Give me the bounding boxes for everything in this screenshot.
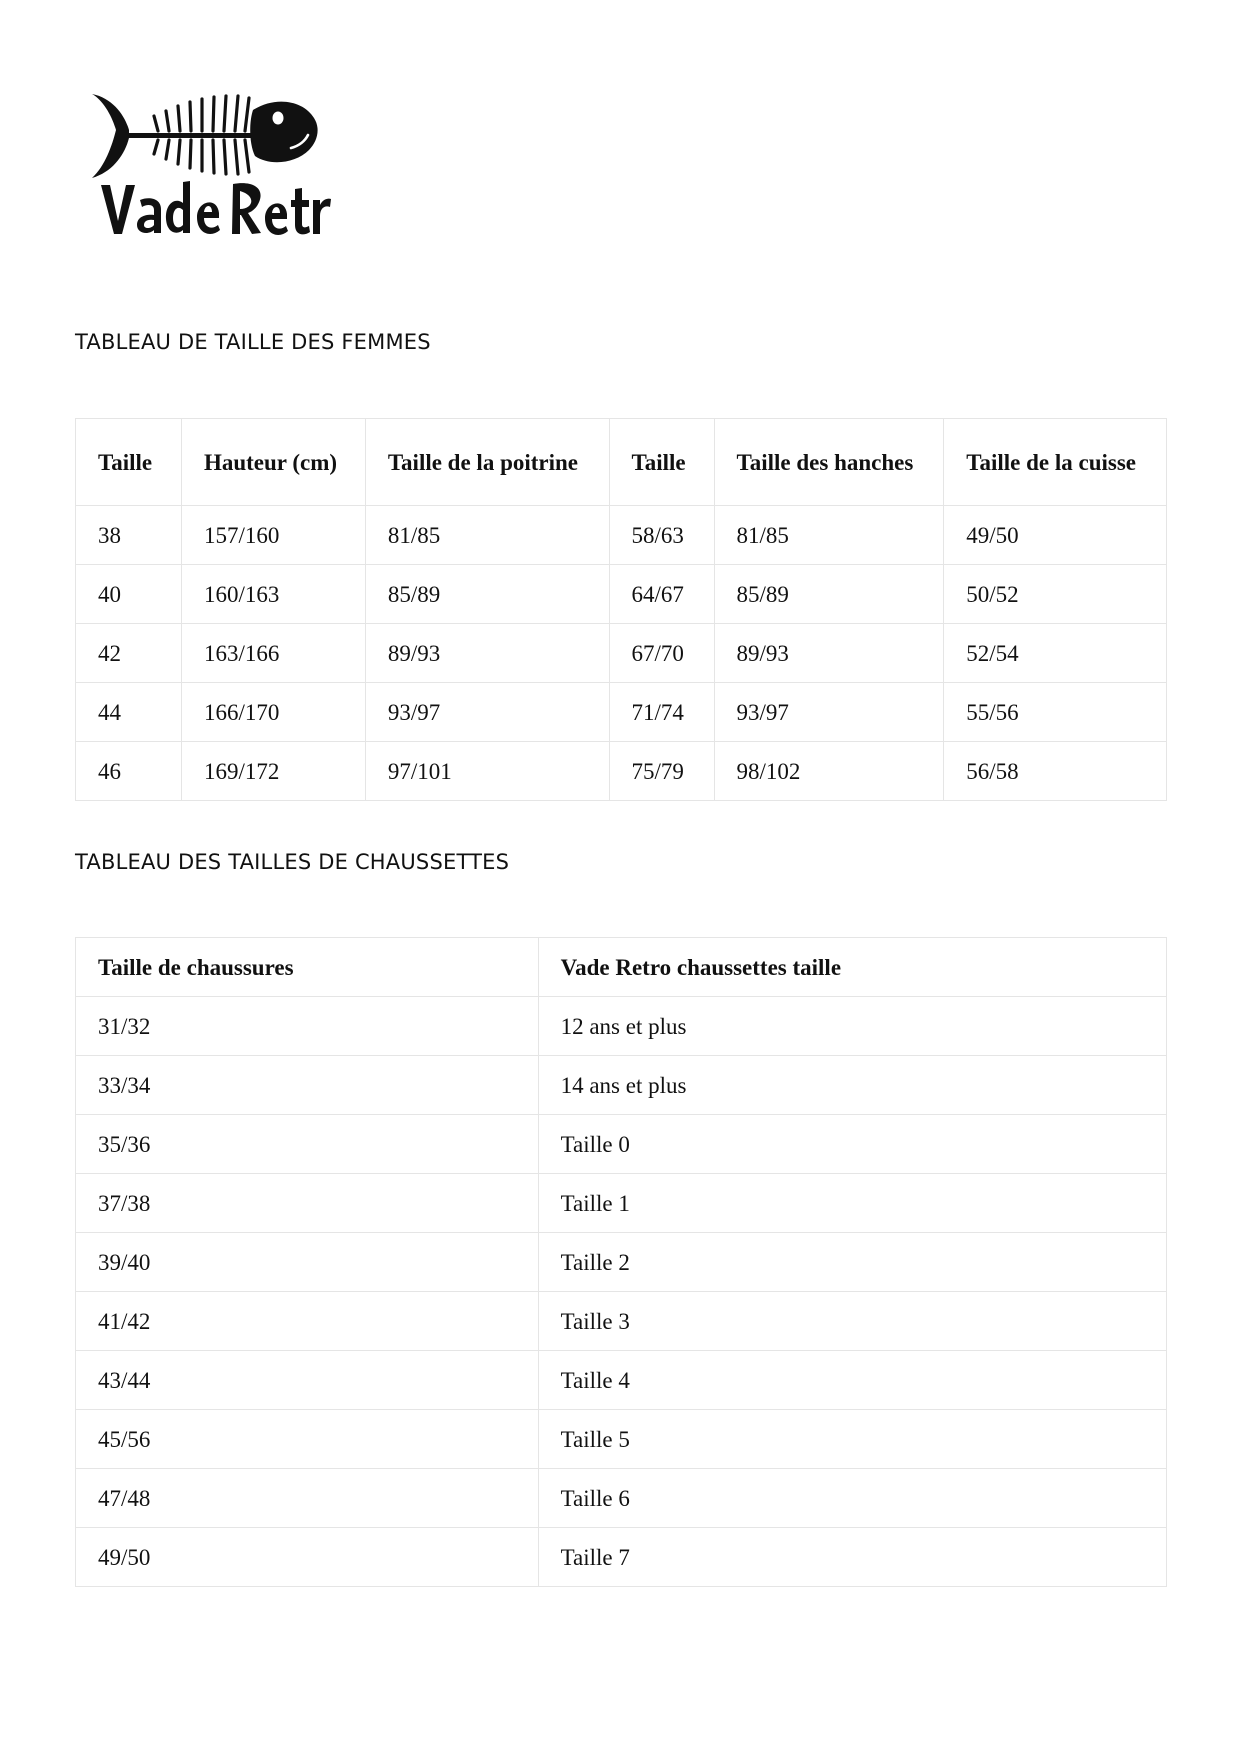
sock-size-chart-heading: TABLEAU DES TAILLES DE CHAUSSETTES — [75, 850, 510, 874]
table-cell: Taille 2 — [538, 1233, 1166, 1292]
table-cell: 14 ans et plus — [538, 1056, 1166, 1115]
table-cell: 89/93 — [714, 624, 944, 683]
column-header: Taille — [609, 419, 714, 506]
table-cell: 64/67 — [609, 565, 714, 624]
table-cell: 166/170 — [181, 683, 365, 742]
table-cell: 163/166 — [181, 624, 365, 683]
table-row — [76, 1410, 1167, 1469]
table-cell: 93/97 — [365, 683, 609, 742]
vade-retro-logo — [85, 88, 335, 258]
table-cell: 169/172 — [181, 742, 365, 801]
table-cell: 31/32 — [76, 997, 539, 1056]
table-cell: Taille 3 — [538, 1292, 1166, 1351]
table-row — [76, 565, 1167, 624]
table-row — [76, 624, 1167, 683]
table-cell: 98/102 — [714, 742, 944, 801]
table-row — [76, 1292, 1167, 1351]
table-row — [76, 1528, 1167, 1587]
table-cell: 56/58 — [944, 742, 1167, 801]
table-row — [76, 1233, 1167, 1292]
table-cell: 85/89 — [365, 565, 609, 624]
table-cell: 45/56 — [76, 1410, 539, 1469]
table-cell: 85/89 — [714, 565, 944, 624]
table-cell: 49/50 — [76, 1528, 539, 1587]
table-cell: 39/40 — [76, 1233, 539, 1292]
column-header: Hauteur (cm) — [181, 419, 365, 506]
table-cell: Taille 5 — [538, 1410, 1166, 1469]
table-cell: 35/36 — [76, 1115, 539, 1174]
fish-skeleton-icon — [85, 88, 335, 258]
table-cell: 71/74 — [609, 683, 714, 742]
table-cell: 58/63 — [609, 506, 714, 565]
table-header-row — [76, 938, 1167, 997]
table-cell: Taille 1 — [538, 1174, 1166, 1233]
table-cell: 37/38 — [76, 1174, 539, 1233]
table-cell: 44 — [76, 683, 182, 742]
table-cell: Taille 7 — [538, 1528, 1166, 1587]
table-cell: 81/85 — [365, 506, 609, 565]
table-cell: 55/56 — [944, 683, 1167, 742]
table-row — [76, 1056, 1167, 1115]
table-cell: 42 — [76, 624, 182, 683]
table-cell: 38 — [76, 506, 182, 565]
table-cell: 97/101 — [365, 742, 609, 801]
table-cell: Taille 6 — [538, 1469, 1166, 1528]
table-row — [76, 506, 1167, 565]
sock-size-table — [75, 937, 1167, 1587]
table-cell: 67/70 — [609, 624, 714, 683]
table-cell: 75/79 — [609, 742, 714, 801]
column-header: Taille — [76, 419, 182, 506]
table-row — [76, 1115, 1167, 1174]
table-row — [76, 1174, 1167, 1233]
table-cell: 89/93 — [365, 624, 609, 683]
table-cell: 40 — [76, 565, 182, 624]
column-header: Taille de chaussures — [76, 938, 539, 997]
table-cell: 33/34 — [76, 1056, 539, 1115]
table-cell: 47/48 — [76, 1469, 539, 1528]
table-cell: Taille 0 — [538, 1115, 1166, 1174]
table-cell: 43/44 — [76, 1351, 539, 1410]
table-cell: 157/160 — [181, 506, 365, 565]
table-cell: 41/42 — [76, 1292, 539, 1351]
table-row — [76, 742, 1167, 801]
table-cell: 160/163 — [181, 565, 365, 624]
table-row — [76, 683, 1167, 742]
table-cell: 81/85 — [714, 506, 944, 565]
table-cell: Taille 4 — [538, 1351, 1166, 1410]
column-header: Taille des hanches — [714, 419, 944, 506]
table-cell: 93/97 — [714, 683, 944, 742]
column-header: Taille de la poitrine — [365, 419, 609, 506]
column-header: Taille de la cuisse — [944, 419, 1167, 506]
table-row — [76, 1469, 1167, 1528]
column-header: Vade Retro chaussettes taille — [538, 938, 1166, 997]
table-cell: 50/52 — [944, 565, 1167, 624]
table-header-row — [76, 419, 1167, 506]
table-cell: 46 — [76, 742, 182, 801]
table-cell: 12 ans et plus — [538, 997, 1166, 1056]
table-cell: 49/50 — [944, 506, 1167, 565]
table-row — [76, 1351, 1167, 1410]
women-size-chart-heading: TABLEAU DE TAILLE DES FEMMES — [75, 330, 431, 354]
table-row — [76, 997, 1167, 1056]
table-cell: 52/54 — [944, 624, 1167, 683]
women-size-table — [75, 418, 1167, 801]
